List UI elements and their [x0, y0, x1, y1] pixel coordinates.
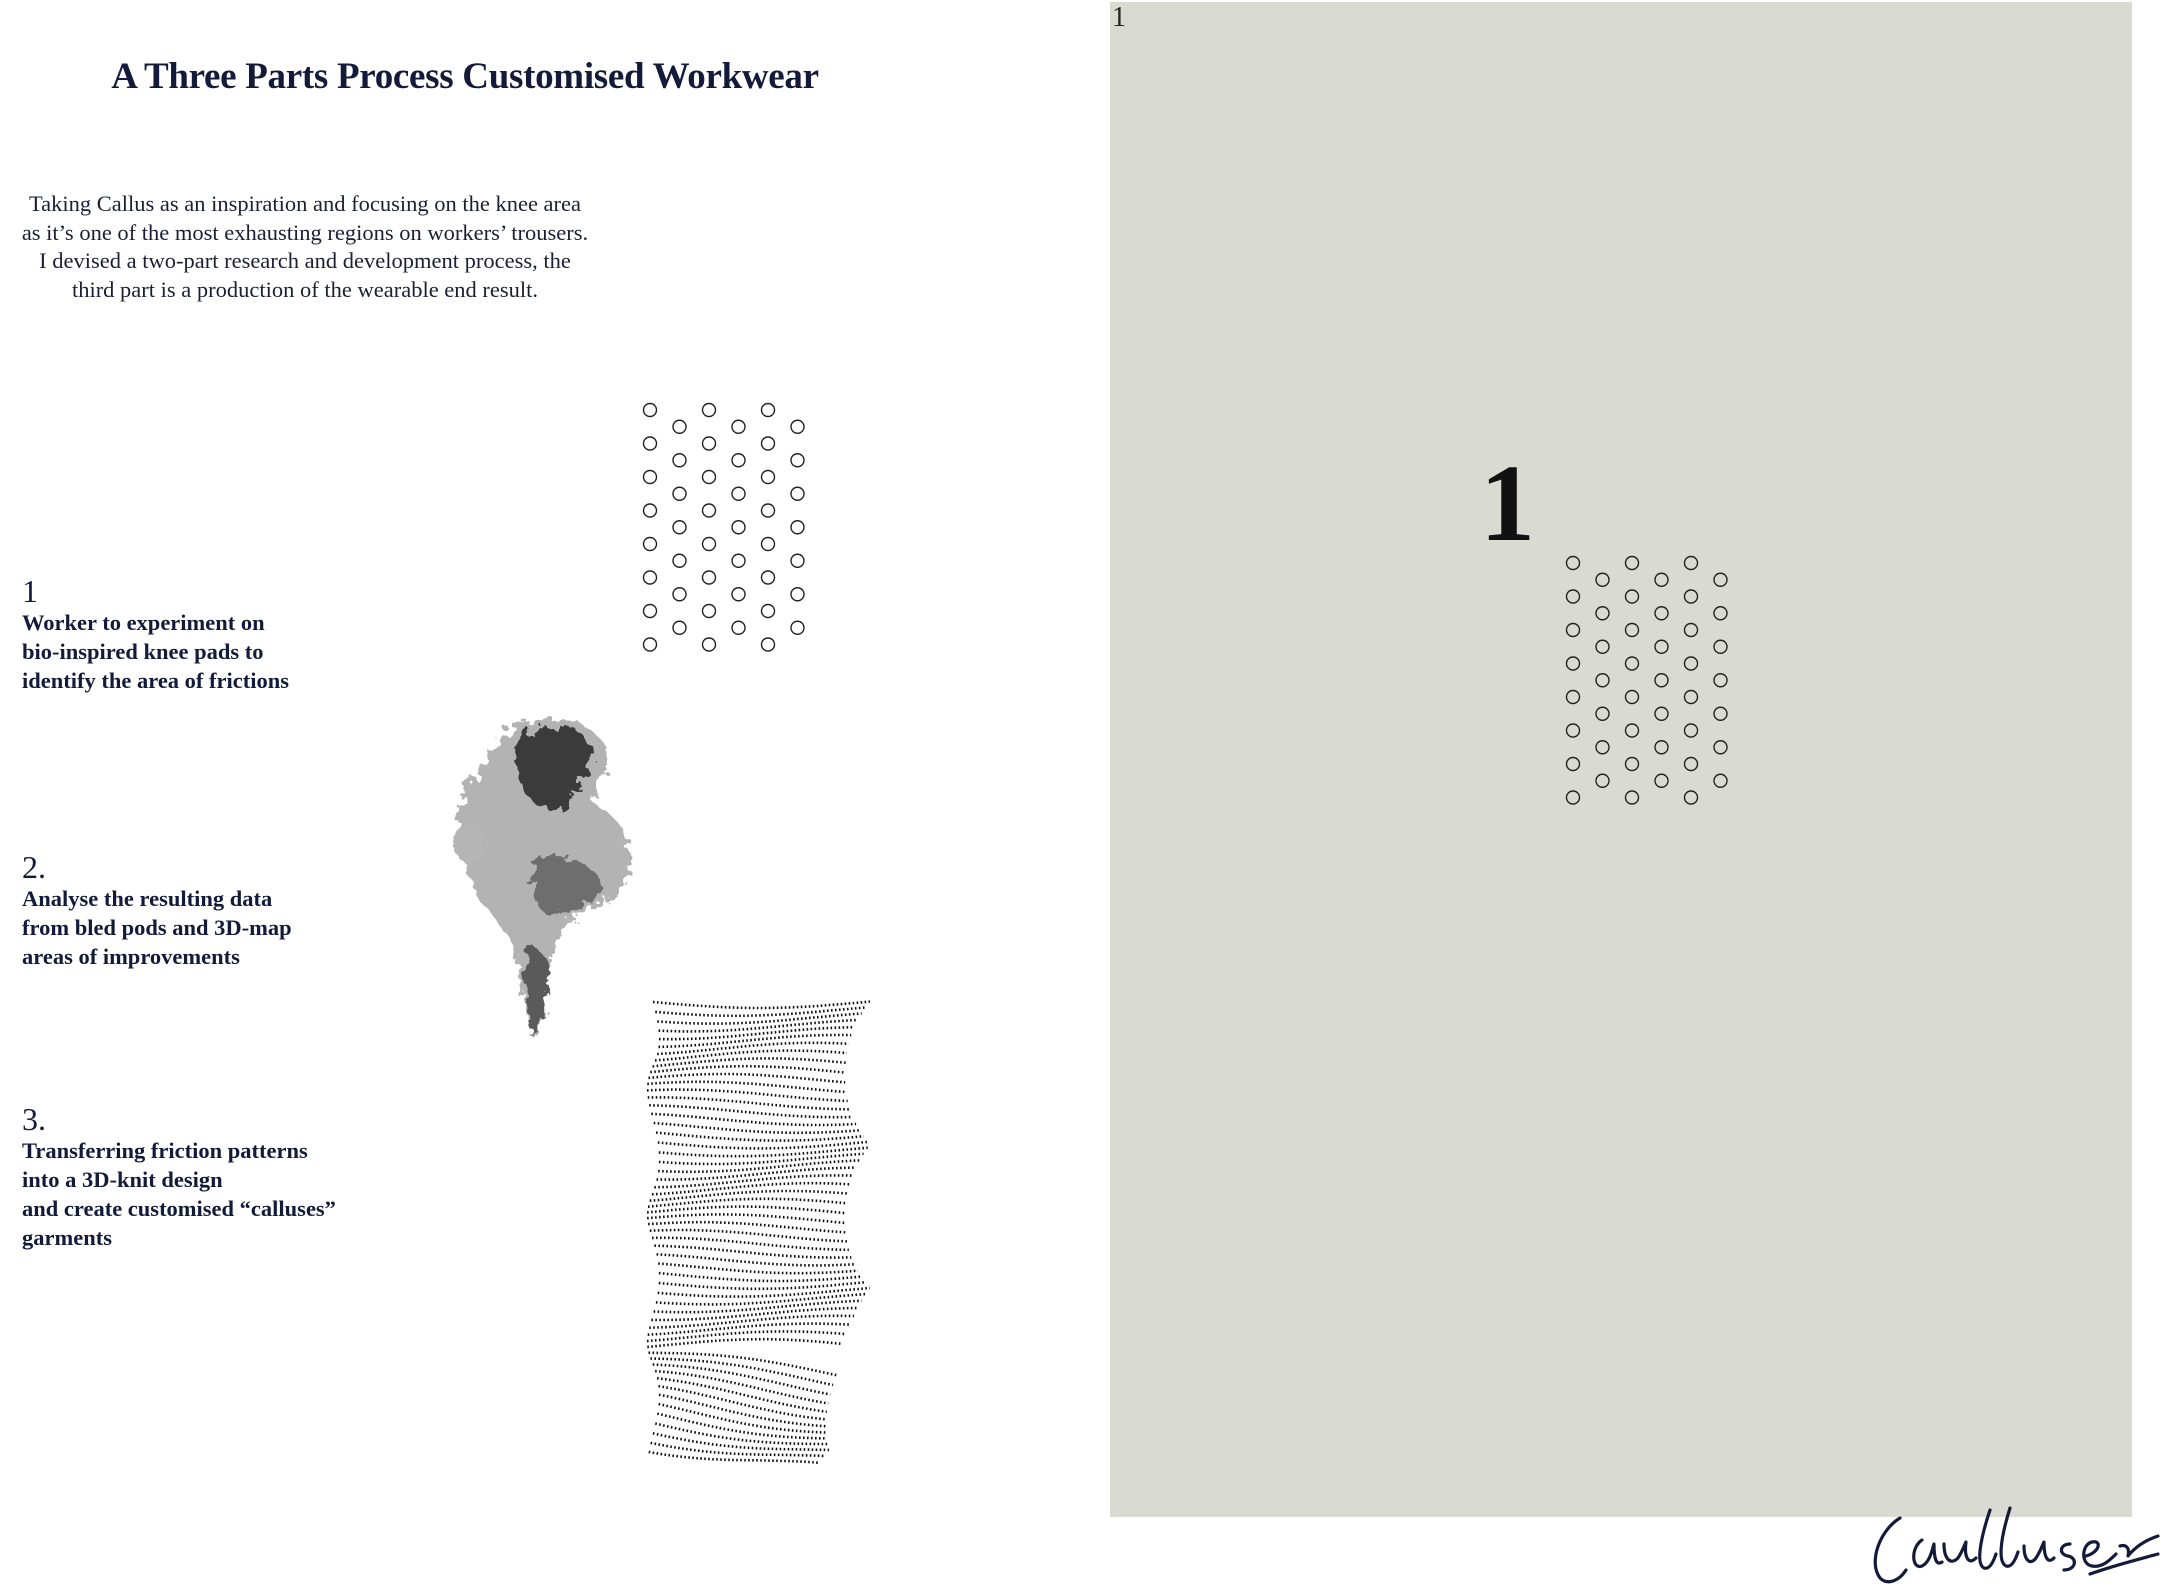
- grid-circle: [703, 404, 716, 417]
- grid-circle: [1626, 791, 1639, 804]
- grid-circle: [1714, 674, 1727, 687]
- friction-line: [648, 1222, 846, 1232]
- friction-line: [657, 1378, 827, 1412]
- step-number: 3.: [22, 1101, 46, 1137]
- step-1: [22, 574, 289, 695]
- grid-circle: [1626, 691, 1639, 704]
- grid-circle: [762, 605, 775, 618]
- grid-circle: [673, 554, 686, 567]
- friction-line: [647, 1090, 848, 1101]
- page-number: 1: [1112, 2, 1126, 33]
- grid-circle: [1714, 774, 1727, 787]
- friction-line: [657, 1254, 855, 1265]
- friction-line: [659, 1027, 854, 1039]
- grid-circle: [1714, 741, 1727, 754]
- grid-circle: [791, 487, 804, 500]
- friction-line: [659, 1148, 868, 1157]
- grid-circle: [673, 588, 686, 601]
- grid-circle: [732, 588, 745, 601]
- grid-circle: [1567, 758, 1580, 771]
- grid-circle: [791, 420, 804, 433]
- grid-circle: [791, 554, 804, 567]
- grid-circle: [1655, 640, 1668, 653]
- friction-line: [658, 1142, 868, 1149]
- grid-circle: [732, 521, 745, 534]
- grid-circle: [762, 638, 775, 651]
- grid-circle: [703, 638, 716, 651]
- grid-circle: [1685, 758, 1698, 771]
- grid-circle: [703, 437, 716, 450]
- friction-line: [649, 1074, 846, 1082]
- friction-line: [656, 1133, 864, 1141]
- grid-circle: [791, 454, 804, 467]
- grid-circle: [732, 420, 745, 433]
- friction-line: [659, 1035, 852, 1047]
- grid-circle: [1596, 573, 1609, 586]
- friction-line: [653, 1002, 870, 1008]
- friction-dot-lines-icon: [645, 990, 885, 1470]
- friction-line: [659, 1273, 862, 1281]
- grid-circle: [1626, 624, 1639, 637]
- step-number: 2.: [22, 849, 46, 885]
- grid-circle: [762, 538, 775, 551]
- grid-circle: [1655, 674, 1668, 687]
- grid-circle: [1655, 741, 1668, 754]
- friction-line: [654, 1301, 862, 1313]
- grid-circle: [732, 621, 745, 634]
- grid-circle: [644, 504, 657, 517]
- grid-circle: [1626, 557, 1639, 570]
- grid-circle: [1655, 573, 1668, 586]
- friction-line: [659, 1404, 827, 1433]
- friction-line: [647, 1339, 840, 1347]
- grid-circle: [644, 638, 657, 651]
- grid-circle: [644, 471, 657, 484]
- grid-circle: [1714, 707, 1727, 720]
- grid-circle: [1626, 758, 1639, 771]
- grid-circle: [703, 538, 716, 551]
- grid-circle: [673, 454, 686, 467]
- grid-circle: [762, 571, 775, 584]
- step-text: Worker to experiment on bio-inspired knee pads to identify the area of frictions: [22, 610, 290, 693]
- grid-circle: [1567, 590, 1580, 603]
- grid-circle: [703, 471, 716, 484]
- friction-line: [655, 1424, 828, 1445]
- friction-line: [649, 1452, 819, 1463]
- grid-circle: [1714, 640, 1727, 653]
- friction-line: [659, 1154, 864, 1164]
- grid-circle: [762, 471, 775, 484]
- grid-circle: [673, 420, 686, 433]
- step-number: 1: [22, 573, 38, 609]
- grid-circle: [1655, 707, 1668, 720]
- friction-line: [659, 1282, 866, 1289]
- grid-circle: [732, 454, 745, 467]
- grid-circle: [644, 437, 657, 450]
- friction-line: [653, 1058, 846, 1066]
- grid-circle: [1685, 557, 1698, 570]
- grid-circle: [791, 588, 804, 601]
- grid-circle: [1685, 624, 1698, 637]
- step-2: [22, 850, 292, 971]
- grid-circle: [1567, 791, 1580, 804]
- friction-line: [655, 1371, 828, 1403]
- friction-line: [650, 1066, 845, 1072]
- grid-circle: [1685, 791, 1698, 804]
- grid-circle: [1567, 724, 1580, 737]
- grid-circle: [1685, 590, 1698, 603]
- circle-grid-pattern-icon: [640, 400, 820, 650]
- grid-circle: [703, 605, 716, 618]
- grid-circle: [1596, 674, 1609, 687]
- friction-line: [654, 1123, 860, 1133]
- friction-line: [657, 1168, 856, 1180]
- grid-circle: [791, 621, 804, 634]
- intro-paragraph: Taking Callus as an inspiration and focusing on the knee area as it’s one of the most exhausting regions on workers’ trousers. I devised a two-part research and development process, the third part is a production of the wearable end result.: [21, 191, 589, 302]
- grid-circle: [1596, 640, 1609, 653]
- grid-circle: [673, 621, 686, 634]
- friction-line: [654, 1175, 852, 1187]
- grid-circle: [1626, 590, 1639, 603]
- grid-circle: [703, 571, 716, 584]
- grid-circle: [1626, 657, 1639, 670]
- grid-circle: [1596, 707, 1609, 720]
- grid-circle: [1567, 557, 1580, 570]
- grid-circle: [673, 521, 686, 534]
- friction-line: [657, 1414, 827, 1439]
- friction-line: [658, 1264, 858, 1274]
- friction-line: [654, 1246, 851, 1258]
- grid-circle: [1596, 607, 1609, 620]
- grid-circle: [1655, 607, 1668, 620]
- circle-grid-pattern-icon: [1563, 553, 1743, 813]
- friction-line: [647, 1082, 846, 1092]
- grid-circle: [644, 571, 657, 584]
- step-text: Transferring friction patterns into a 3D-knit design and create customised “calluses” garments: [22, 1138, 336, 1250]
- grid-circle: [1626, 724, 1639, 737]
- grid-circle: [732, 487, 745, 500]
- signature-logo: [1860, 1500, 2160, 1590]
- friction-line: [651, 1114, 856, 1125]
- grid-circle: [1567, 691, 1580, 704]
- grid-circle: [791, 521, 804, 534]
- page-title: A Three Parts Process Customised Workwear: [111, 56, 819, 97]
- grid-circle: [1596, 741, 1609, 754]
- grid-circle: [1567, 657, 1580, 670]
- grid-circle: [762, 504, 775, 517]
- friction-line: [647, 1207, 845, 1214]
- grid-circle: [1714, 607, 1727, 620]
- grid-circle: [673, 487, 686, 500]
- grid-circle: [644, 538, 657, 551]
- grid-circle: [1714, 573, 1727, 586]
- grid-circle: [762, 437, 775, 450]
- grid-circle: [732, 554, 745, 567]
- grid-circle: [644, 605, 657, 618]
- friction-line: [651, 1443, 826, 1456]
- grid-circle: [1685, 657, 1698, 670]
- grid-circle: [703, 504, 716, 517]
- grid-circle: [1655, 774, 1668, 787]
- friction-line: [650, 1230, 847, 1241]
- step-3: [22, 1102, 336, 1252]
- step-text: Analyse the resulting data from bled pods and 3D-map areas of improvements: [22, 886, 292, 969]
- grid-circle: [1685, 691, 1698, 704]
- grid-circle: [1596, 774, 1609, 787]
- panel-big-number: 1: [1480, 442, 1535, 564]
- friction-line: [655, 1051, 847, 1061]
- friction-line: [652, 1238, 849, 1250]
- grid-circle: [1567, 624, 1580, 637]
- grid-circle: [762, 404, 775, 417]
- ink-blot-scan-icon: [440, 710, 660, 1050]
- grid-circle: [1685, 724, 1698, 737]
- grid-circle: [644, 404, 657, 417]
